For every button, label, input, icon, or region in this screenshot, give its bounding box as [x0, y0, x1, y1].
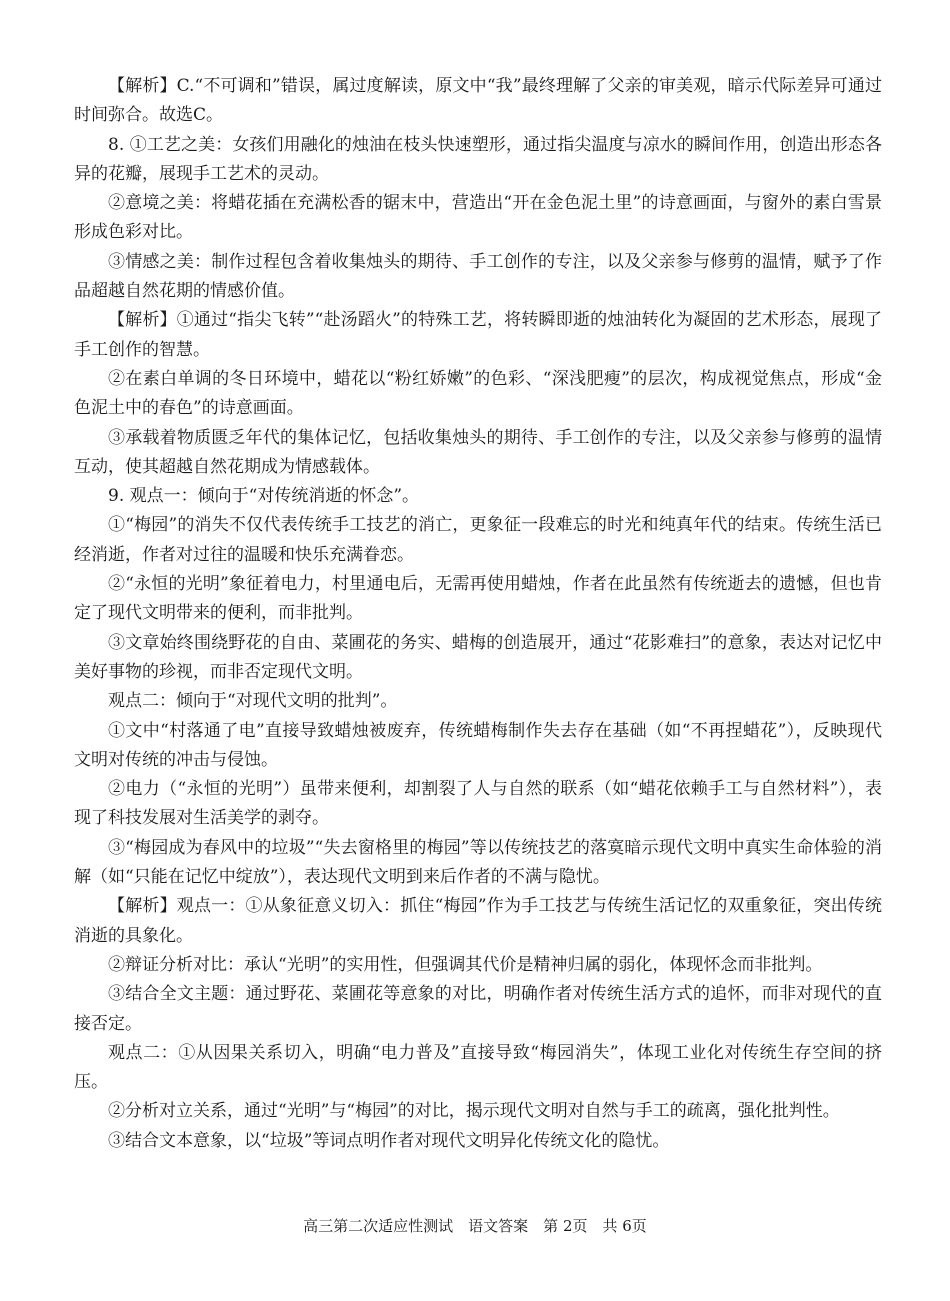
- answer-q9-view1-heading: 9. 观点一：倾向于“对传统消逝的怀念”。: [108, 486, 420, 507]
- analysis-q9-view2-point2: ②分析对立关系，通过“光明”与“梅园”的对比，揭示现代文明对自然与手工的疏离，强化批判性。: [108, 1101, 840, 1122]
- analysis-q8-point2: ②在素白单调的冬日环境中，蜡花以“粉红娇嫩”的色彩、“深浅肥瘦”的层次，构成视觉焦点，形成“金色泥土中的春色”的诗意画面。: [74, 368, 882, 419]
- analysis-q8-point3: ③承载着物质匮乏年代的集体记忆，包括收集烛头的期待、手工创作的专注，以及父亲参与修剪的温情互动，使其超越自然花期成为情感载体。: [74, 427, 882, 477]
- analysis-q8-point1: 【解析】①通过“指尖飞转”“赴汤蹈火”的特殊工艺，将转瞬即逝的烛油转化为凝固的艺术形态，展现了手工创作的智慧。: [74, 310, 882, 360]
- answer-q9-view2-point1: ①文中“村落通了电”直接导致蜡烛被废弃，传统蜡梅制作失去存在基础（如“不再捏蜡花”），反映现代文明对传统的冲击与侵蚀。: [74, 720, 882, 770]
- page-footer: 高三第二次适应性测试 语文答案 第 2页 共 6页: [303, 1217, 647, 1235]
- answer-q8-point3: ③情感之美：制作过程包含着收集烛头的期待、手工创作的专注，以及父亲参与修剪的温情，赋予了作品超越自然花期的情感价值。: [74, 251, 882, 302]
- answer-q9-view2-heading: 观点二：倾向于“对现代文明的批判”。: [108, 691, 398, 712]
- answer-q8-point2: ②意境之美：将蜡花插在充满松香的锯末中，营造出“开在金色泥土里”的诗意画面，与窗外的素白雪景形成色彩对比。: [74, 193, 882, 243]
- answer-q8-point1: 8. ①工艺之美：女孩们用融化的烛油在枝头快速塑形，通过指尖温度与凉水的瞬间作用，创造出形态各异的花瓣，展现手工艺术的灵动。: [74, 134, 882, 184]
- analysis-q9-view1-point1: 【解析】观点一：①从象征意义切入：抓住“梅园”作为手工技艺与传统生活记忆的双重象征，突出传统消逝的具象化。: [74, 896, 882, 946]
- analysis-q7: 【解析】C.“不可调和”错误，属过度解读，原文中“我”最终理解了父亲的审美观，暗示代际差异可通过时间弥合。故选C。: [74, 76, 882, 126]
- answer-q9-view1-point3: ③文章始终围绕野花的自由、菜圃花的务实、蜡梅的创造展开，通过“花影难扫”的意象，表达对记忆中美好事物的珍视，而非否定现代文明。: [74, 632, 882, 682]
- analysis-q9-view2-point1: 观点二：①从因果关系切入，明确“电力普及”直接导致“梅园消失”，体现工业化对传统生存空间的挤压。: [74, 1042, 882, 1093]
- answer-q9-view1-point2: ②“永恒的光明”象征着电力，村里通电后，无需再使用蜡烛，作者在此虽然有传统逝去的遗憾，但也肯定了现代文明带来的便利，而非批判。: [74, 574, 882, 624]
- analysis-q9-view1-point3: ③结合全文主题：通过野花、菜圃花等意象的对比，明确作者对传统生活方式的追怀，而非对现代的直接否定。: [74, 984, 882, 1034]
- analysis-q9-view1-point2: ②辩证分析对比：承认“光明”的实用性，但强调其代价是精神归属的弱化，体现怀念而非批判。: [108, 954, 823, 975]
- answer-q9-view2-point2: ②电力（“永恒的光明”）虽带来便利，却割裂了人与自然的联系（如“蜡花依赖手工与自然材料”），表现了科技发展对生活美学的剥夺。: [74, 779, 882, 829]
- answer-q9-view1-point1: ①“梅园”的消失不仅代表传统手工技艺的消亡，更象征一段难忘的时光和纯真年代的结束。传统生活已经消逝，作者对过往的温暖和快乐充满眷恋。: [74, 515, 882, 565]
- answer-q9-view2-point3: ③“梅园成为春风中的垃圾”“失去窗格里的梅园”等以传统技艺的落寞暗示现代文明中真实生命体验的消解（如“只能在记忆中绽放”），表达现代文明到来后作者的不满与隐忧。: [74, 837, 882, 888]
- analysis-q9-view2-point3: ③结合文本意象，以“垃圾”等词点明作者对现代文明异化传统文化的隐忧。: [108, 1130, 670, 1151]
- answer-body: [74, 72, 882, 1156]
